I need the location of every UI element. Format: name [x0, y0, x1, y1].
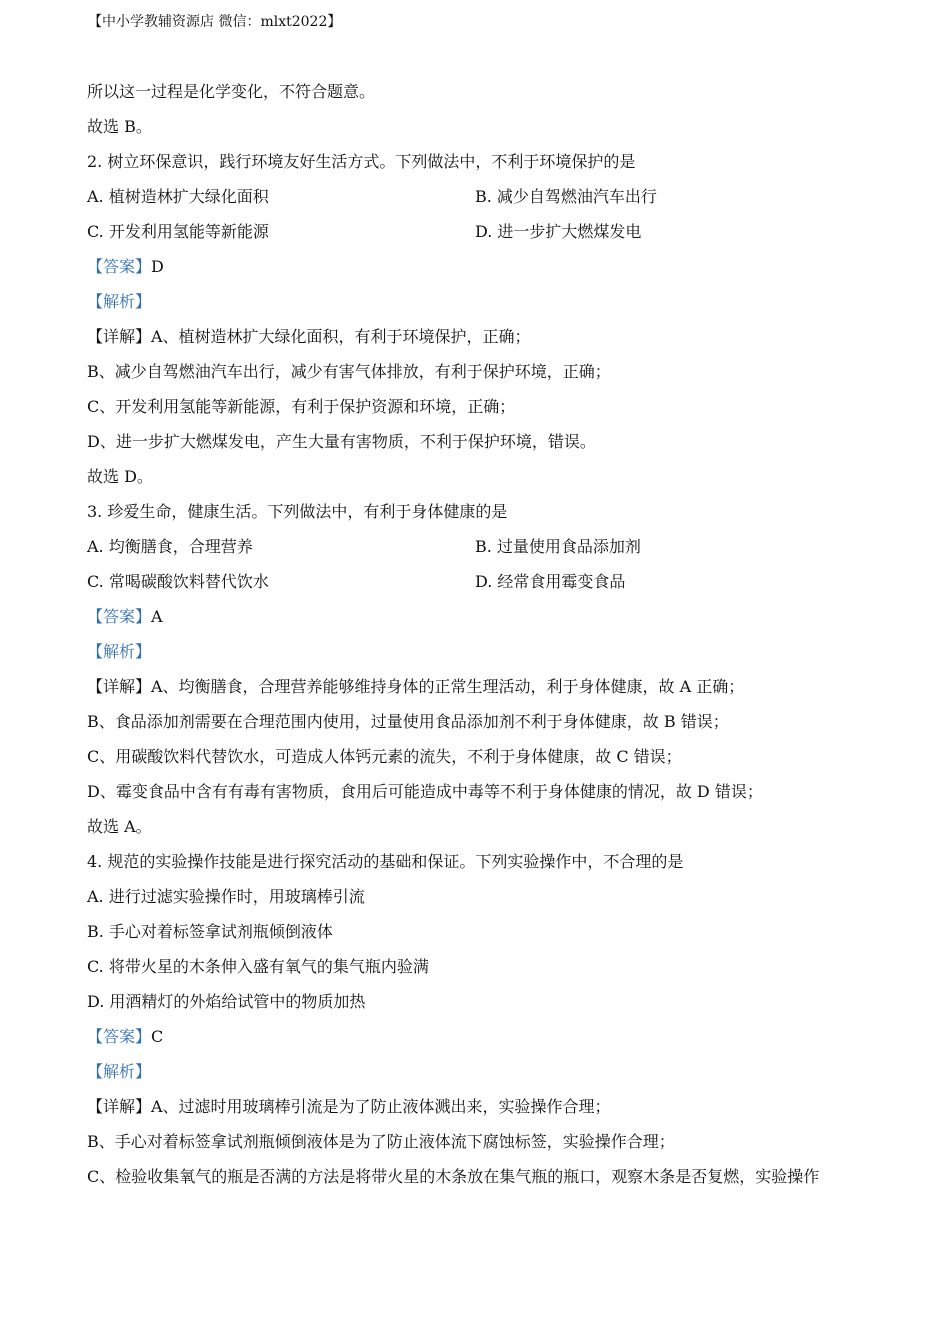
detail-line: C、检验收集氧气的瓶是否满的方法是将带火星的木条放在集气瓶的瓶口，观察木条是否复燃，实验操作: [87, 1167, 820, 1186]
detail-line: C、用碳酸饮料代替饮水，可造成人体钙元素的流失，不利于身体健康，故 C 错误；: [87, 747, 682, 766]
answer-label: 【答案】: [87, 1027, 152, 1046]
detail-line: C、开发利用氢能等新能源，有利于保护资源和环境，正确；: [87, 397, 516, 416]
question-3-option-b: B. 过量使用食品添加剂: [475, 537, 641, 556]
detail-line: D、进一步扩大燃煤发电，产生大量有害物质，不利于保护环境，错误。: [87, 432, 596, 451]
question-4-answer: [87, 1025, 163, 1049]
detail-line: B、食品添加剂需要在合理范围内使用，过量使用食品添加剂不利于身体健康，故 B 错误；: [87, 712, 729, 731]
detail-line: D、霉变食品中含有有毒有害物质，食用后可能造成中毒等不利于身体健康的情况，故 D 错误；: [87, 782, 763, 801]
text-line: 故选 D。: [87, 467, 153, 486]
analysis-label: 【解析】: [87, 1062, 152, 1081]
text-line: 故选 B。: [87, 117, 152, 136]
question-3-option-c: C. 常喝碳酸饮料替代饮水: [87, 572, 269, 591]
question-4-option-a: A. 进行过滤实验操作时，用玻璃棒引流: [87, 887, 365, 906]
detail-line: 【详解】A、植树造林扩大绿化面积，有利于环境保护，正确；: [87, 327, 531, 346]
question-2-option-c: C. 开发利用氢能等新能源: [87, 222, 269, 241]
question-3-option-d: D. 经常食用霉变食品: [475, 572, 626, 591]
analysis-label: 【解析】: [87, 292, 152, 311]
question-4-option-b: B. 手心对着标签拿试剂瓶倾倒液体: [87, 922, 333, 941]
answer-label: 【答案】: [87, 257, 152, 276]
answer-value: A: [151, 607, 163, 626]
question-3-stem: 3. 珍爱生命，健康生活。下列做法中，有利于身体健康的是: [87, 502, 508, 521]
detail-line: B、手心对着标签拿试剂瓶倾倒液体是为了防止液体流下腐蚀标签，实验操作合理；: [87, 1132, 675, 1151]
question-4-option-c: C. 将带火星的木条伸入盛有氧气的集气瓶内验满: [87, 957, 429, 976]
analysis-label: 【解析】: [87, 642, 152, 661]
detail-line: 【详解】A、过滤时用玻璃棒引流是为了防止液体溅出来，实验操作合理；: [87, 1097, 611, 1116]
question-4-stem: 4. 规范的实验操作技能是进行探究活动的基础和保证。下列实验操作中，不合理的是: [87, 852, 684, 871]
question-3-option-a: A. 均衡膳食，合理营养: [87, 537, 253, 556]
question-4-option-d: D. 用酒精灯的外焰给试管中的物质加热: [87, 992, 366, 1011]
answer-label: 【答案】: [87, 607, 152, 626]
answer-value: D: [151, 257, 164, 276]
text-line: 所以这一过程是化学变化，不符合题意。: [87, 82, 376, 101]
question-3-answer: [87, 605, 163, 629]
question-2-answer: [87, 255, 164, 279]
question-2-option-d: D. 进一步扩大燃煤发电: [475, 222, 642, 241]
question-2-option-a: A. 植树造林扩大绿化面积: [87, 187, 269, 206]
detail-line: B、减少自驾燃油汽车出行，减少有害气体排放，有利于保护环境，正确；: [87, 362, 611, 381]
question-2-option-b: B. 减少自驾燃油汽车出行: [475, 187, 657, 206]
answer-value: C: [151, 1027, 164, 1046]
detail-line: 【详解】A、均衡膳食，合理营养能够维持身体的正常生理活动，利于身体健康，故 A 正确；: [87, 677, 745, 696]
page-header: 【中小学教辅资源店 微信：mlxt2022】: [88, 14, 342, 30]
question-2-stem: 2. 树立环保意识，践行环境友好生活方式。下列做法中，不利于环境保护的是: [87, 152, 636, 171]
text-line: 故选 A。: [87, 817, 152, 836]
